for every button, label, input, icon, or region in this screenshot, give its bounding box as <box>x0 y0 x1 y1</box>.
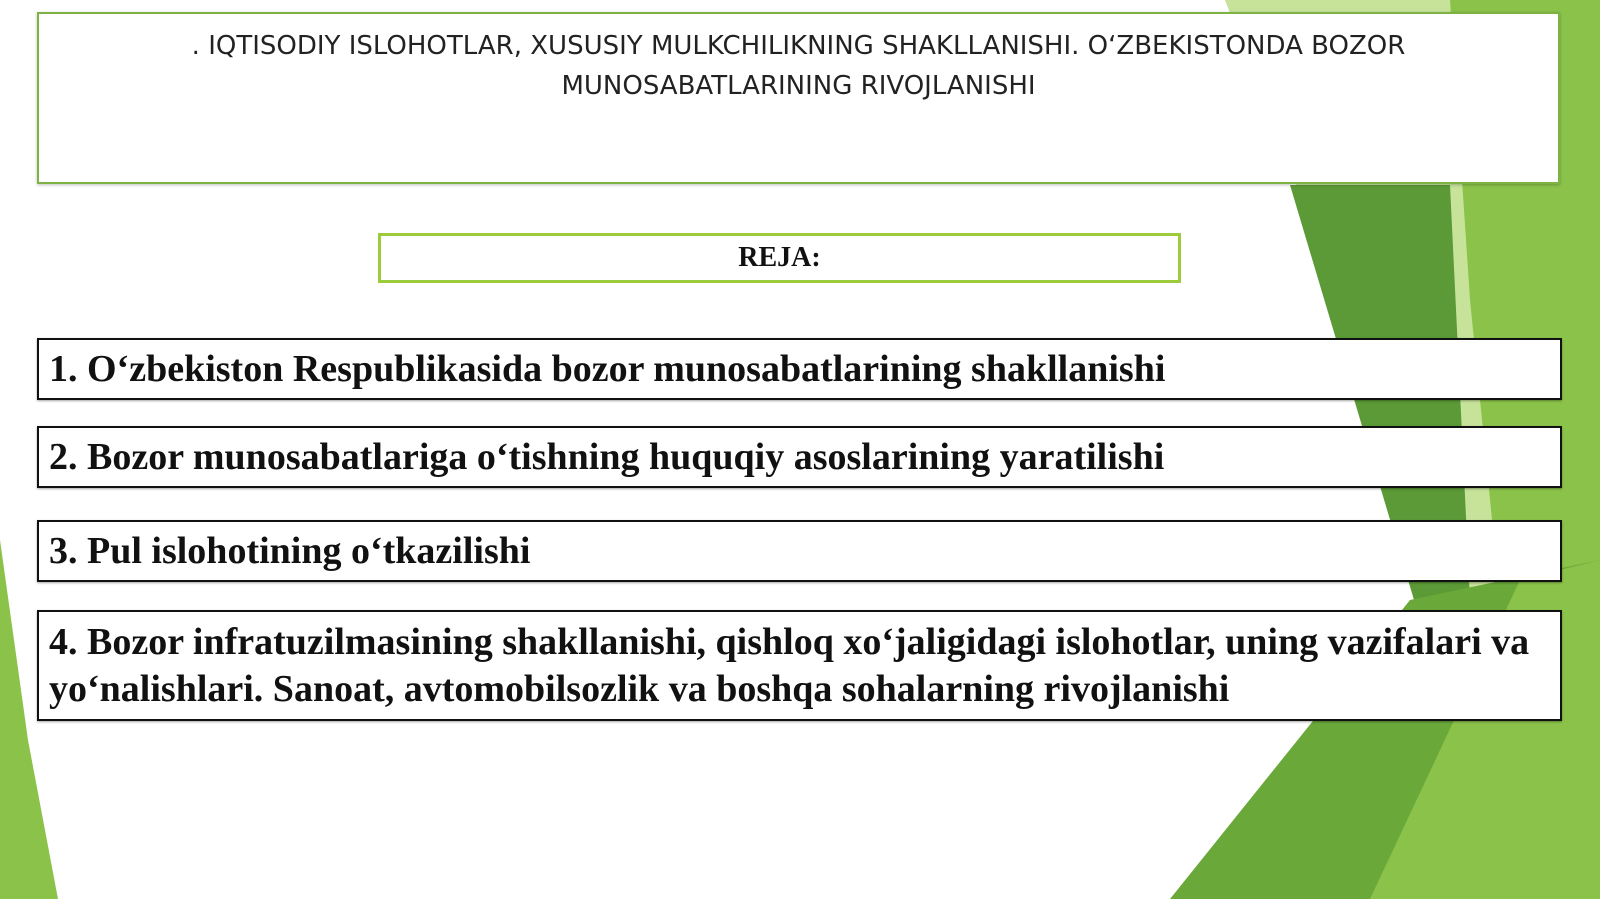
plan-item-text: 1. O‘zbekiston Respublikasida bozor munosabatlarining shakllanishi <box>49 347 1166 390</box>
plan-item-2 <box>37 426 1562 488</box>
title-box <box>37 12 1560 184</box>
plan-item-text: 2. Bozor munosabatlariga o‘tishning huquqiy asoslarining yaratilishi <box>49 435 1165 478</box>
slide-title: . IQTISODIY ISLOHOTLAR, XUSUSIY MULKCHILIKNING SHAKLLANISHI. O‘ZBEKISTONDA BOZOR MUNOSABATLARINING RIVOJLANISHI <box>191 31 1406 101</box>
plan-item-text: 4. Bozor infratuzilmasining shakllanishi, qishloq xo‘jaligidagi islohotlar, uning vazifalari va yo‘nalishlari. Sanoat, avtomobilsozlik va boshqa sohalarning rivojlanishi <box>49 620 1530 710</box>
plan-item-3 <box>37 520 1562 582</box>
plan-label-box <box>378 233 1181 283</box>
plan-item-4 <box>37 610 1562 721</box>
plan-label: REJA: <box>738 242 821 273</box>
plan-item-1 <box>37 338 1562 400</box>
plan-item-text: 3. Pul islohotining o‘tkazilishi <box>49 529 531 572</box>
